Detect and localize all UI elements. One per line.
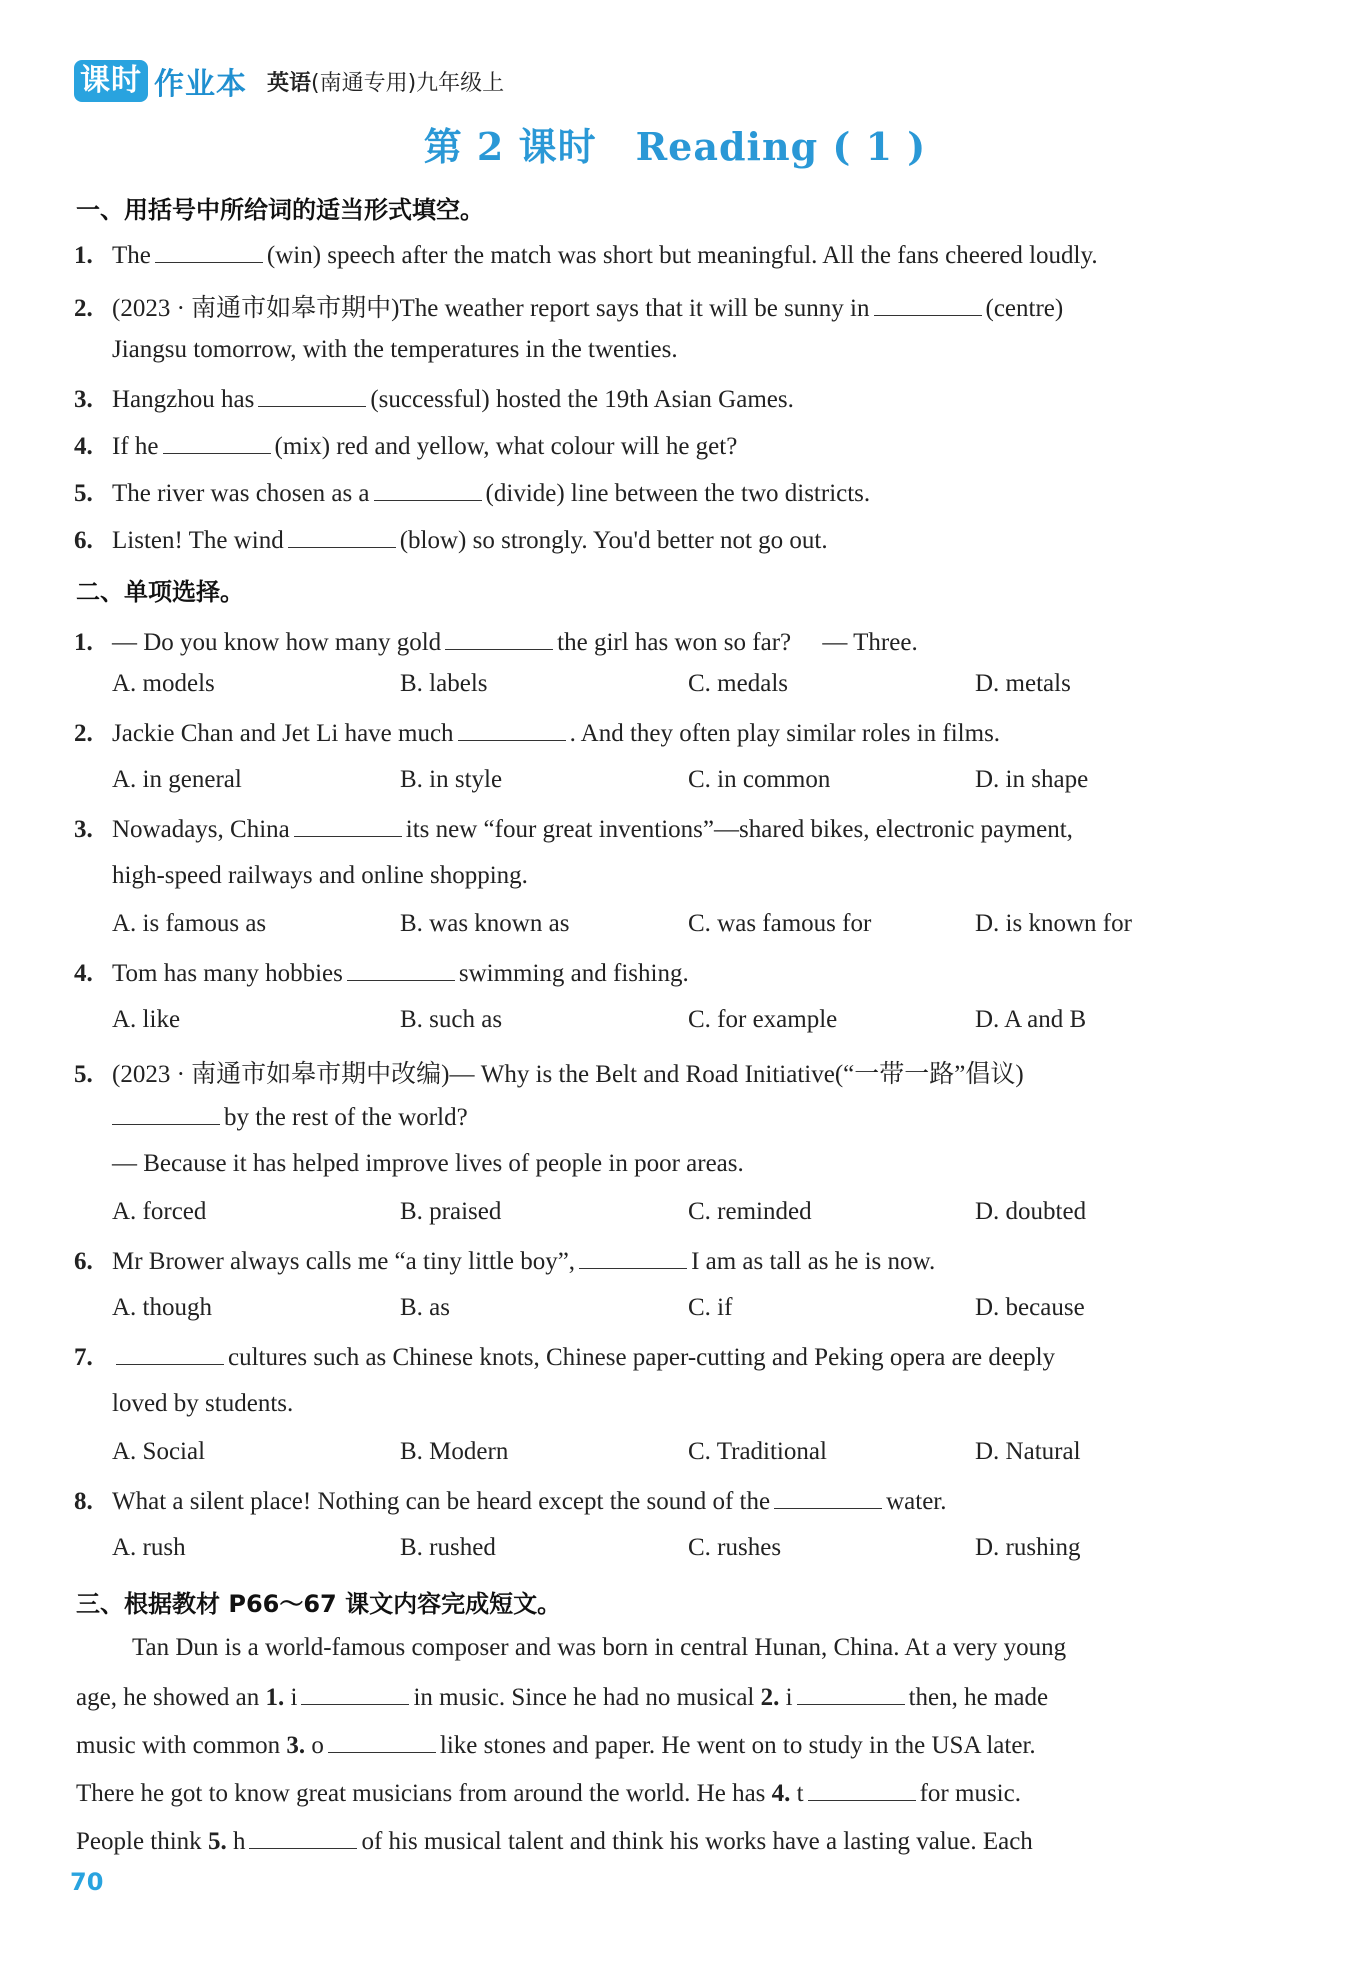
option-c[interactable]: C. in common	[688, 766, 831, 793]
answer-blank[interactable]	[163, 431, 271, 454]
option-a[interactable]: A. models	[112, 670, 215, 697]
answer-blank[interactable]	[774, 1486, 882, 1509]
passage-line-4: There he got to know great musicians from around the world. He has 4. t for music.	[76, 1780, 1021, 1807]
s2-q2: 2. Jackie Chan and Jet Li have much . And they often play similar roles in films.	[74, 720, 1001, 747]
s2-q8: 8. What a silent place! Nothing can be heard except the sound of the water.	[74, 1488, 947, 1515]
option-a[interactable]: A. forced	[112, 1198, 207, 1225]
option-c[interactable]: C. was famous for	[688, 910, 872, 937]
option-b[interactable]: B. as	[400, 1294, 450, 1321]
s1-item-4: 4. If he (mix) red and yellow, what colour will he get?	[74, 433, 738, 460]
s2-q5: 5. (2023 · 南通市如皋市期中改编)— Why is the Belt and Road Initiative(“一带一路”倡议)	[74, 1061, 1024, 1088]
option-a[interactable]: A. Social	[112, 1438, 206, 1465]
option-b[interactable]: B. praised	[400, 1198, 502, 1225]
answer-blank[interactable]	[258, 384, 366, 407]
option-a[interactable]: A. though	[112, 1294, 212, 1321]
option-b[interactable]: B. Modern	[400, 1438, 509, 1465]
s2-q5-answer: — Because it has helped improve lives of people in poor areas.	[112, 1150, 744, 1177]
answer-blank[interactable]	[328, 1730, 436, 1753]
option-d[interactable]: D. A and B	[975, 1006, 1087, 1033]
option-b[interactable]: B. in style	[400, 766, 503, 793]
answer-blank[interactable]	[458, 718, 566, 741]
option-a[interactable]: A. is famous as	[112, 910, 267, 937]
s2-q1: 1. — Do you know how many gold the girl has won so far? — Three.	[74, 629, 918, 656]
option-d[interactable]: D. Natural	[975, 1438, 1081, 1465]
answer-blank[interactable]	[301, 1682, 409, 1705]
s2-q3-cont: high-speed railways and online shopping.	[112, 862, 528, 889]
s2-q7: 7. cultures such as Chinese knots, Chinese paper-cutting and Peking opera are deeply	[74, 1344, 1056, 1371]
section-1-heading: 一、用括号中所给词的适当形式填空。	[76, 196, 484, 224]
section-2-heading: 二、单项选择。	[76, 578, 244, 606]
answer-blank[interactable]	[445, 627, 553, 650]
option-c[interactable]: C. medals	[688, 670, 788, 697]
s1-item-6: 6. Listen! The wind (blow) so strongly. You'd better not go out.	[74, 527, 828, 554]
answer-blank[interactable]	[155, 240, 263, 263]
option-d[interactable]: D. rushing	[975, 1534, 1081, 1561]
answer-blank[interactable]	[112, 1102, 220, 1125]
option-c[interactable]: C. Traditional	[688, 1438, 827, 1465]
option-b[interactable]: B. rushed	[400, 1534, 496, 1561]
option-a[interactable]: A. in general	[112, 766, 242, 793]
page-header	[74, 58, 504, 104]
option-a[interactable]: A. like	[112, 1006, 181, 1033]
answer-blank[interactable]	[797, 1682, 905, 1705]
s1-item-1: 1. The (win) speech after the match was short but meaningful. All the fans cheered loudly.	[74, 242, 1098, 269]
answer-blank[interactable]	[874, 293, 982, 316]
answer-blank[interactable]	[116, 1342, 224, 1365]
answer-blank[interactable]	[347, 958, 455, 981]
answer-blank[interactable]	[808, 1778, 916, 1801]
option-d[interactable]: D. because	[975, 1294, 1085, 1321]
answer-blank[interactable]	[249, 1826, 357, 1849]
answer-blank[interactable]	[294, 814, 402, 837]
option-d[interactable]: D. is known for	[975, 910, 1132, 937]
answer-blank[interactable]	[288, 525, 396, 548]
option-c[interactable]: C. for example	[688, 1006, 838, 1033]
option-b[interactable]: B. was known as	[400, 910, 570, 937]
section-3-heading: 三、根据教材 P66～67 课文内容完成短文。	[76, 1590, 562, 1618]
s1-item-2: 2. (2023 · 南通市如皋市期中)The weather report says that it will be sunny in (centre)	[74, 295, 1064, 322]
s1-item-5: 5. The river was chosen as a (divide) line between the two districts.	[74, 480, 871, 507]
option-c[interactable]: C. reminded	[688, 1198, 812, 1225]
option-a[interactable]: A. rush	[112, 1534, 186, 1561]
option-c[interactable]: C. if	[688, 1294, 733, 1321]
page-title: 第 2 课时 Reading ( 1 )	[423, 124, 927, 169]
s1-item-3: 3. Hangzhou has (successful) hosted the 19th Asian Games.	[74, 386, 794, 413]
option-d[interactable]: D. in shape	[975, 766, 1089, 793]
logo-badge: 课时	[74, 60, 148, 102]
option-b[interactable]: B. labels	[400, 670, 488, 697]
s1-item-2-cont: Jiangsu tomorrow, with the temperatures in the twenties.	[112, 336, 678, 363]
passage-line-3: music with common 3. o like stones and paper. He went on to study in the USA later.	[76, 1732, 1036, 1759]
logo-text: 作业本	[154, 67, 247, 102]
option-b[interactable]: B. such as	[400, 1006, 503, 1033]
s2-q5-cont: by the rest of the world?	[108, 1102, 468, 1132]
s2-q4: 4. Tom has many hobbies swimming and fishing.	[74, 960, 689, 987]
answer-blank[interactable]	[374, 478, 482, 501]
passage-line-5: People think 5. h of his musical talent and think his works have a lasting value. Each	[76, 1828, 1033, 1855]
header-subject: 英语(南通专用)九年级上	[267, 70, 505, 96]
passage-line-1: Tan Dun is a world-famous composer and was born in central Hunan, China. At a very young	[132, 1634, 1067, 1661]
option-c[interactable]: C. rushes	[688, 1534, 782, 1561]
option-d[interactable]: D. doubted	[975, 1198, 1087, 1225]
option-d[interactable]: D. metals	[975, 670, 1071, 697]
answer-blank[interactable]	[579, 1246, 687, 1269]
s2-q3: 3. Nowadays, China its new “four great inventions”—shared bikes, electronic payment,	[74, 816, 1073, 843]
s2-q6: 6. Mr Brower always calls me “a tiny little boy”, I am as tall as he is now.	[74, 1248, 936, 1275]
s2-q7-cont: loved by students.	[112, 1390, 294, 1417]
passage-line-2: age, he showed an 1. i in music. Since he had no musical 2. i then, he made	[76, 1684, 1049, 1711]
page-number: 70	[70, 1868, 104, 1896]
